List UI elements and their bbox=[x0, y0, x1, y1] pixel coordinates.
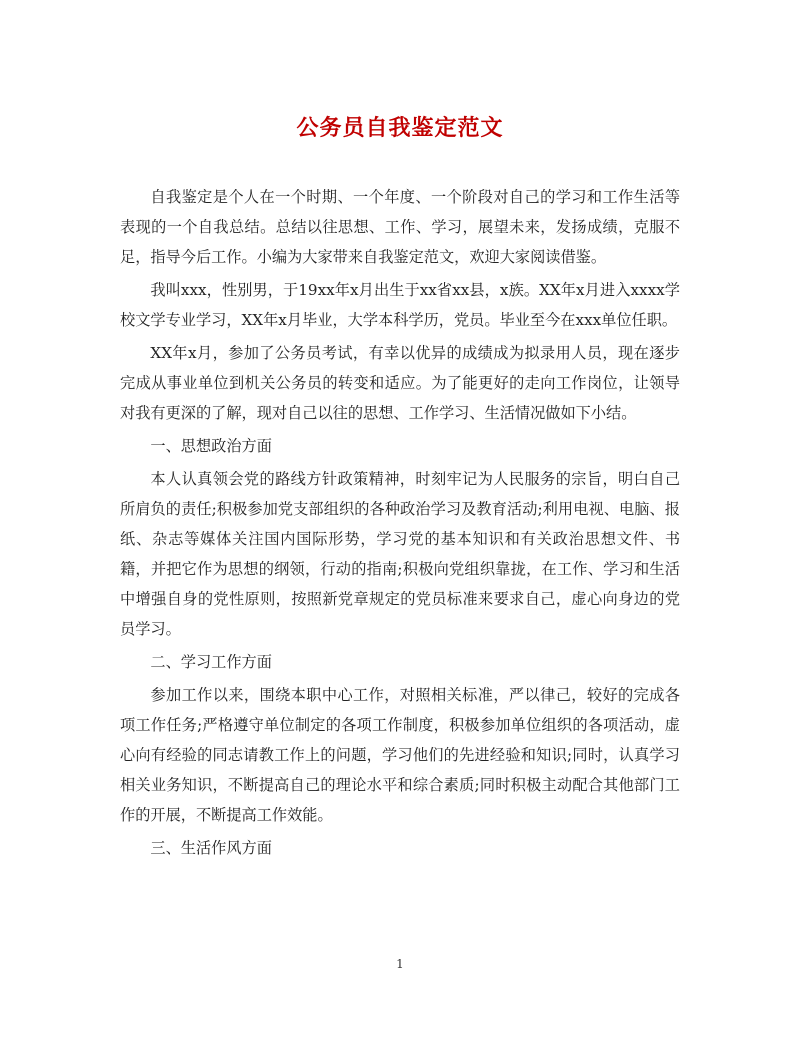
section-text-political: 本人认真领会党的路线方针政策精神，时刻牢记为人民服务的宗旨，明白自己所肩负的责任;积极参加党支部组织的各种政治学习及教育活动;利用电视、电脑、报纸、杂志等媒体关注国内国际形势，学习党的基本知识和有关政治思想文件、书籍，并把它作为思想的纲领，行动的指南;积极向党组织靠拢，在工作、学习和生活中增强自身的党性原则，按照新党章规定的党员标准来要求自己，虚心向身边的党员学习。 bbox=[120, 470, 680, 638]
page-number: 1 bbox=[396, 957, 404, 971]
exam-paragraph: XX年x月，参加了公务员考试，有幸以优异的成绩成为拟录用人员，现在逐步完成从事业单位到机关公务员的转变和适应。为了能更好的走向工作岗位，让领导对我有更深的了解，现对自己以往的思想、工作学习、生活情况做如下小结。 bbox=[120, 344, 680, 422]
personal-info-paragraph: 我叫xxx，性别男，于19xx年x月出生于xx省xx县，x族。XX年x月进入xxxx学校文学专业学习，XX年x月毕业，大学本科学历，党员。毕业至今在xxx单位任职。 bbox=[120, 281, 680, 329]
section-text-work: 参加工作以来，围绕本职中心工作，对照相关标准，严以律己，较好的完成各项工作任务;严格遵守单位制定的各项工作制度，积极参加单位组织的各项活动，虚心向有经验的同志请教工作上的问题，学习他们的先进经验和知识;同时，认真学习相关业务知识，不断提高自己的理论水平和综合素质;同时积极主动配合其他部门工作的开展，不断提高工作效能。 bbox=[120, 686, 680, 824]
intro-paragraph: 自我鉴定是个人在一个时期、一个年度、一个阶段对自己的学习和工作生活等表现的一个自我总结。总结以往思想、工作、学习，展望未来，发扬成绩，克服不足，指导今后工作。小编为大家带来自我鉴定范文，欢迎大家阅读借鉴。 bbox=[120, 188, 680, 266]
section-heading-work: 二、学习工作方面 bbox=[150, 653, 272, 671]
document-body bbox=[120, 182, 680, 866]
section-heading-political: 一、思想政治方面 bbox=[150, 437, 272, 455]
document-title: 公务员自我鉴定范文 bbox=[296, 115, 504, 141]
section-heading-lifestyle: 三、生活作风方面 bbox=[150, 839, 272, 857]
